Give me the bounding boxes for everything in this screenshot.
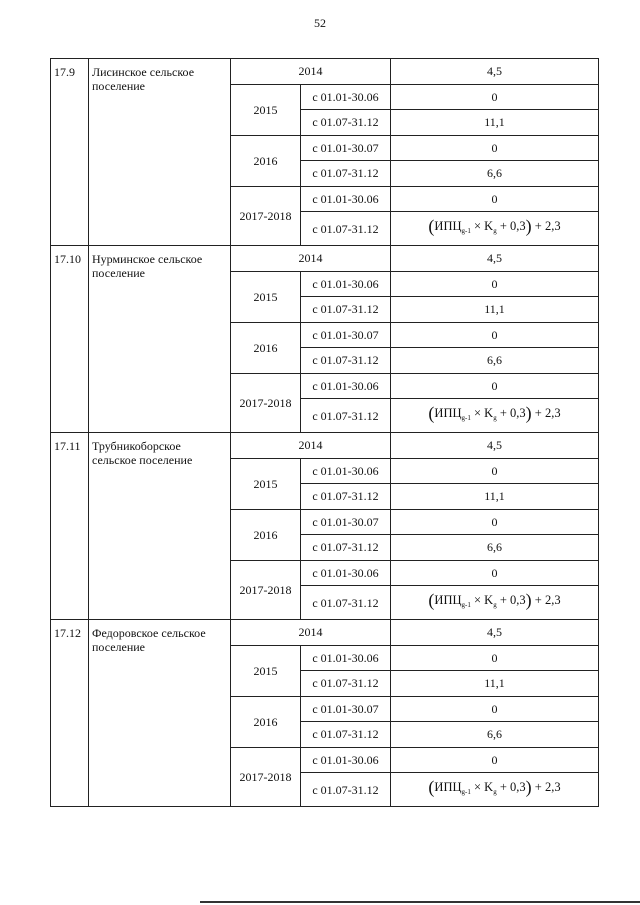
value-cell: 11,1 bbox=[391, 671, 599, 697]
settlement-name: Федоровское сельское поселение bbox=[89, 620, 231, 807]
period-cell: с 01.01-30.07 bbox=[301, 135, 391, 161]
period-cell: с 01.01-30.06 bbox=[301, 373, 391, 399]
value-cell: 11,1 bbox=[391, 484, 599, 510]
formula-k: K bbox=[484, 593, 494, 607]
formula-cell bbox=[391, 212, 599, 246]
formula-sub-g1: g-1 bbox=[461, 788, 471, 796]
formula-plus-inner: + 0,3 bbox=[499, 406, 526, 420]
row-number: 17.11 bbox=[51, 433, 89, 620]
formula-k: K bbox=[484, 780, 494, 794]
period-cell: с 01.07-31.12 bbox=[301, 110, 391, 136]
value-cell: 0 bbox=[391, 322, 599, 348]
year-cell: 2017-2018 bbox=[231, 373, 301, 433]
paren-close-icon: ) bbox=[525, 777, 532, 797]
period-cell: с 01.01-30.06 bbox=[301, 186, 391, 212]
period-cell: с 01.07-31.12 bbox=[301, 773, 391, 807]
period-cell: с 01.07-31.12 bbox=[301, 586, 391, 620]
tariff-formula bbox=[428, 403, 561, 423]
paren-open-icon: ( bbox=[428, 590, 435, 610]
formula-sub-g1: g-1 bbox=[461, 227, 471, 235]
year-cell: 2017-2018 bbox=[231, 186, 301, 246]
formula-plus-inner: + 0,3 bbox=[499, 780, 526, 794]
period-cell: с 01.07-31.12 bbox=[301, 348, 391, 374]
value-cell: 4,5 bbox=[391, 59, 599, 85]
formula-times: × bbox=[473, 780, 482, 794]
year-cell: 2015 bbox=[231, 645, 301, 696]
formula-cell bbox=[391, 399, 599, 433]
year-cell: 2016 bbox=[231, 509, 301, 560]
page-number: 52 bbox=[314, 16, 326, 30]
formula-times: × bbox=[473, 406, 482, 420]
formula-cell bbox=[391, 773, 599, 807]
value-cell: 0 bbox=[391, 560, 599, 586]
formula-plus-outer: + 2,3 bbox=[534, 406, 561, 420]
value-cell: 4,5 bbox=[391, 620, 599, 646]
value-cell: 0 bbox=[391, 696, 599, 722]
tariff-table-body bbox=[51, 59, 599, 807]
row-number: 17.12 bbox=[51, 620, 89, 807]
period-cell: с 01.07-31.12 bbox=[301, 535, 391, 561]
row-number: 17.10 bbox=[51, 246, 89, 433]
tariff-table bbox=[50, 58, 599, 807]
year-cell: 2015 bbox=[231, 458, 301, 509]
paren-open-icon: ( bbox=[428, 403, 435, 423]
tariff-formula bbox=[428, 590, 561, 610]
formula-cpi: ИПЦ bbox=[434, 593, 462, 607]
value-cell: 0 bbox=[391, 645, 599, 671]
formula-times: × bbox=[473, 219, 482, 233]
tariff-formula bbox=[428, 777, 561, 797]
period-cell: с 01.07-31.12 bbox=[301, 484, 391, 510]
year-cell: 2017-2018 bbox=[231, 560, 301, 620]
formula-sub-g: g bbox=[493, 227, 497, 235]
formula-plus-inner: + 0,3 bbox=[499, 593, 526, 607]
value-cell: 4,5 bbox=[391, 433, 599, 459]
period-cell: с 01.07-31.12 bbox=[301, 161, 391, 187]
period-cell: с 01.01-30.06 bbox=[301, 645, 391, 671]
year-cell: 2015 bbox=[231, 271, 301, 322]
period-cell: с 01.01-30.07 bbox=[301, 509, 391, 535]
settlement-name: Трубникоборское сельское поселение bbox=[89, 433, 231, 620]
year-cell: 2015 bbox=[231, 84, 301, 135]
year-cell: 2014 bbox=[231, 59, 391, 85]
period-cell: с 01.07-31.12 bbox=[301, 297, 391, 323]
formula-sub-g1: g-1 bbox=[461, 414, 471, 422]
value-cell: 0 bbox=[391, 458, 599, 484]
period-cell: с 01.01-30.07 bbox=[301, 696, 391, 722]
period-cell: с 01.01-30.06 bbox=[301, 271, 391, 297]
formula-sub-g1: g-1 bbox=[461, 601, 471, 609]
period-cell: с 01.01-30.06 bbox=[301, 747, 391, 773]
period-cell: с 01.01-30.06 bbox=[301, 458, 391, 484]
year-cell: 2016 bbox=[231, 322, 301, 373]
formula-plus-outer: + 2,3 bbox=[534, 780, 561, 794]
value-cell: 0 bbox=[391, 271, 599, 297]
value-cell: 0 bbox=[391, 84, 599, 110]
value-cell: 6,6 bbox=[391, 161, 599, 187]
table-row bbox=[51, 433, 599, 459]
formula-times: × bbox=[473, 593, 482, 607]
year-cell: 2017-2018 bbox=[231, 747, 301, 807]
formula-sub-g: g bbox=[493, 788, 497, 796]
table-row bbox=[51, 59, 599, 85]
value-cell: 11,1 bbox=[391, 110, 599, 136]
paren-close-icon: ) bbox=[525, 590, 532, 610]
formula-cell bbox=[391, 586, 599, 620]
value-cell: 0 bbox=[391, 135, 599, 161]
table-row bbox=[51, 246, 599, 272]
table-row bbox=[51, 620, 599, 646]
value-cell: 0 bbox=[391, 373, 599, 399]
formula-cpi: ИПЦ bbox=[434, 406, 462, 420]
paren-open-icon: ( bbox=[428, 216, 435, 236]
formula-cpi: ИПЦ bbox=[434, 780, 462, 794]
formula-sub-g: g bbox=[493, 601, 497, 609]
page-bottom-edge bbox=[200, 901, 640, 903]
value-cell: 4,5 bbox=[391, 246, 599, 272]
value-cell: 11,1 bbox=[391, 297, 599, 323]
row-number: 17.9 bbox=[51, 59, 89, 246]
period-cell: с 01.01-30.06 bbox=[301, 84, 391, 110]
settlement-name: Лисинское сельское поселение bbox=[89, 59, 231, 246]
formula-plus-inner: + 0,3 bbox=[499, 219, 526, 233]
paren-close-icon: ) bbox=[525, 403, 532, 423]
value-cell: 6,6 bbox=[391, 535, 599, 561]
year-cell: 2016 bbox=[231, 696, 301, 747]
period-cell: с 01.07-31.12 bbox=[301, 212, 391, 246]
year-cell: 2014 bbox=[231, 433, 391, 459]
settlement-name: Нурминское сельское поселение bbox=[89, 246, 231, 433]
period-cell: с 01.07-31.12 bbox=[301, 671, 391, 697]
value-cell: 0 bbox=[391, 747, 599, 773]
formula-cpi: ИПЦ bbox=[434, 219, 462, 233]
value-cell: 6,6 bbox=[391, 722, 599, 748]
value-cell: 0 bbox=[391, 186, 599, 212]
value-cell: 6,6 bbox=[391, 348, 599, 374]
year-cell: 2016 bbox=[231, 135, 301, 186]
formula-plus-outer: + 2,3 bbox=[534, 219, 561, 233]
formula-k: K bbox=[484, 406, 494, 420]
paren-open-icon: ( bbox=[428, 777, 435, 797]
year-cell: 2014 bbox=[231, 620, 391, 646]
formula-k: K bbox=[484, 219, 494, 233]
period-cell: с 01.07-31.12 bbox=[301, 722, 391, 748]
period-cell: с 01.01-30.06 bbox=[301, 560, 391, 586]
formula-sub-g: g bbox=[493, 414, 497, 422]
year-cell: 2014 bbox=[231, 246, 391, 272]
tariff-formula bbox=[428, 216, 561, 236]
period-cell: с 01.07-31.12 bbox=[301, 399, 391, 433]
paren-close-icon: ) bbox=[525, 216, 532, 236]
period-cell: с 01.01-30.07 bbox=[301, 322, 391, 348]
value-cell: 0 bbox=[391, 509, 599, 535]
formula-plus-outer: + 2,3 bbox=[534, 593, 561, 607]
